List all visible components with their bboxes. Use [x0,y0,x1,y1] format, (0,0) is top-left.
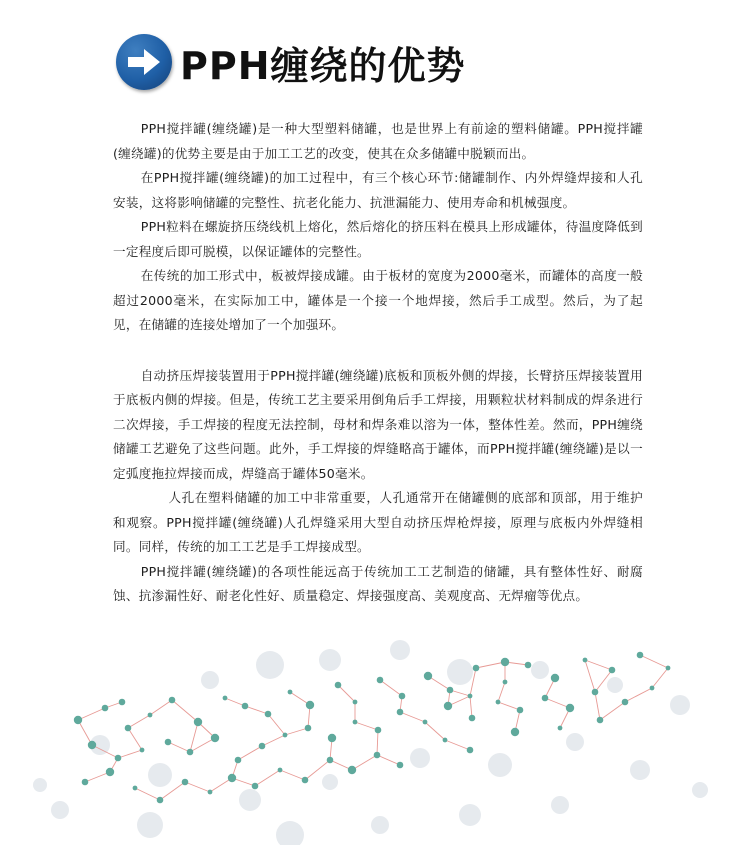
paragraph-manhole: 人孔在塑料储罐的加工中非常重要，人孔通常开在储罐侧的底部和顶部，用于维护和观察。PPH搅拌罐(缠绕罐)人孔焊缝采用大型自动挤压焊枪焊接，原理与底板内外焊缝相同。同样，传统的加工工艺是手工焊接成型。 [113,490,643,554]
paragraph-advantages: PPH搅拌罐(缠绕罐)的各项性能远高于传统加工工艺制造的储罐，具有整体性好、耐腐蚀、抗渗漏性好、耐老化性好、质量稳定、焊接强度高、美观度高、无焊瘤等优点。 [113,563,643,603]
page-title: PPH缠绕的优势 [180,43,466,88]
arrow-right-circle-icon [116,34,172,90]
paragraph-process: 在PPH搅拌罐(缠绕罐)的加工过程中，有三个核心环节:储罐制作、内外焊缝焊接和人孔安装，这将影响储罐的完整性、抗老化能力、抗泄漏能力、使用寿命和机械强度。 [113,170,643,210]
paragraph-traditional: 在传统的加工形式中，板被焊接成罐。由于板材的宽度为2000毫米，而罐体的高度一般超过2000毫米，在实际加工中，罐体是一个接一个地焊接，然后手工成型。然后，为了起见，在储罐的连接处增加了一个加强环。 [113,268,643,332]
paragraph-welding: 自动挤压焊接装置用于PPH搅拌罐(缠绕罐)底板和顶板外侧的焊接，长臂挤压焊接装置用于底板内侧的焊接。但是，传统工艺主要采用倒角后手工焊接，用颗粒状材料制成的焊条进行二次焊接，手工焊接的程度无法控制，母材和焊条难以溶为一体，整体性差。然而，PPH缠绕储罐工艺避免了这些问题。此外，手工焊接的焊缝略高于罐体，而PPH搅拌罐(缠绕罐)是以一定弧度拖拉焊接而成，焊缝高于罐体50毫米。 [113,367,643,481]
molecule-network-decoration [0,610,750,845]
article-body [113,117,643,609]
paragraph-intro: PPH搅拌罐(缠绕罐)是一种大型塑料储罐，也是世界上有前途的塑料储罐。PPH搅拌罐(缠绕罐)的优势主要是由于加工工艺的改变，使其在众多储罐中脱颖而出。 [113,121,643,161]
section-header [116,30,466,94]
paragraph-molding: PPH粒料在螺旋挤压绕线机上熔化，然后熔化的挤压料在模具上形成罐体，待温度降低到一定程度后即可脱模，以保证罐体的完整性。 [113,219,643,259]
